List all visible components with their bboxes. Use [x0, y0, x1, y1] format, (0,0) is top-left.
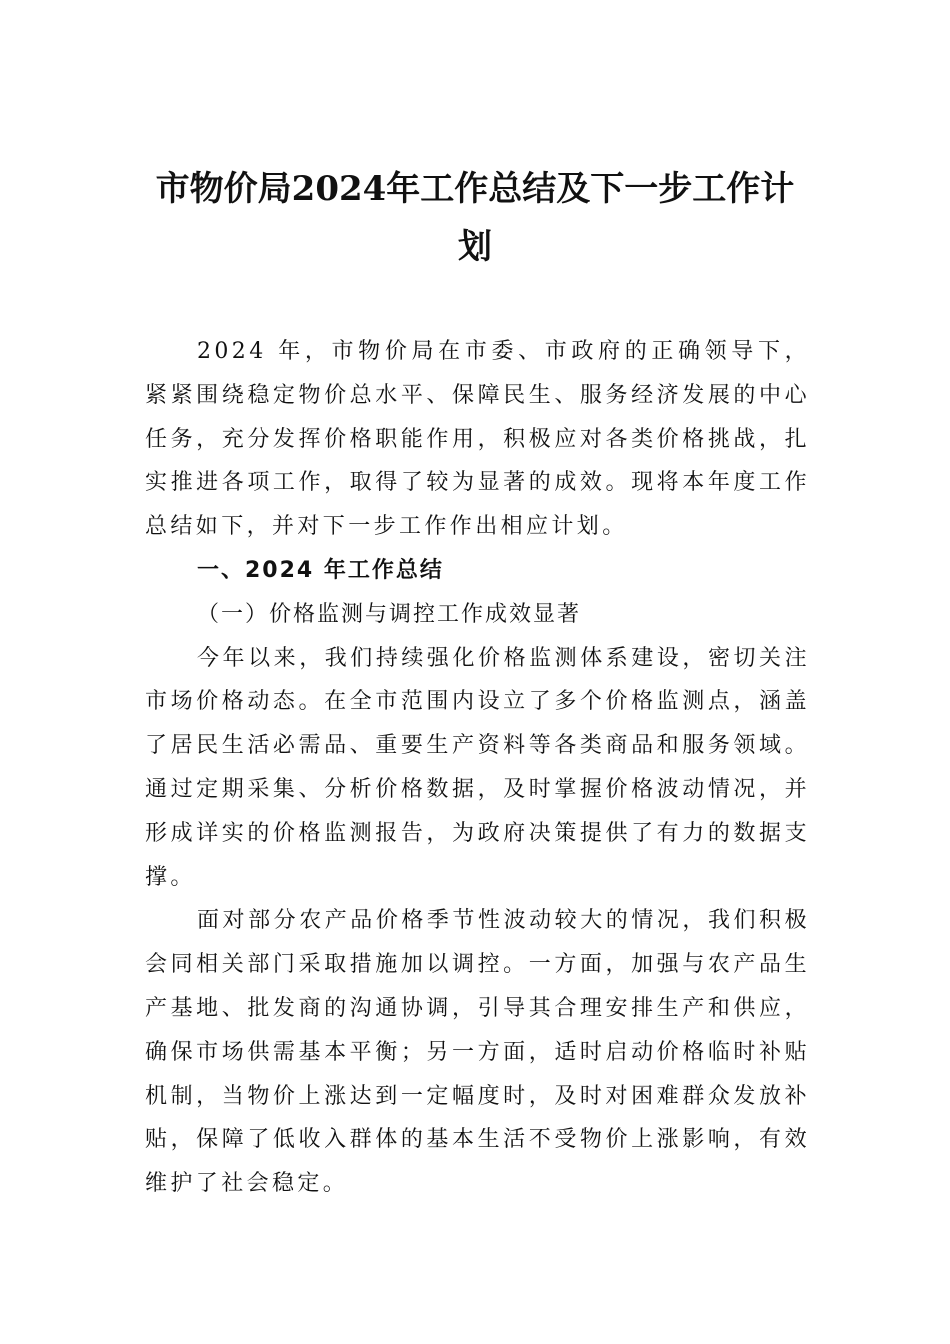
intro-paragraph: 2024 年，市物价局在市委、市政府的正确领导下，紧紧围绕稳定物价总水平、保障民生、服务经济发展的中心任务，充分发挥价格职能作用，积极应对各类价格挑战，扎实推进各项工作，取得了较为显著的成效。现将本年度工作总结如下，并对下一步工作作出相应计划。 — [145, 339, 810, 540]
body-paragraph-2: 面对部分农产品价格季节性波动较大的情况，我们积极会同相关部门采取措施加以调控。一方面，加强与农产品生产基地、批发商的沟通协调，引导其合理安排生产和供应，确保市场供需基本平衡；另一方面，适时启动价格临时补贴机制，当物价上涨达到一定幅度时，及时对困难群众发放补贴，保障了低收入群体的基本生活不受物价上涨影响，有效维护了社会稳定。 — [145, 908, 810, 1197]
title-line-1: 市物价局2024年工作总结及下一步工作计 — [155, 169, 795, 209]
document-body — [145, 330, 810, 1206]
document-title — [140, 160, 810, 276]
title-line-2: 划 — [458, 227, 492, 267]
section-heading: 一、2024 年工作总结 — [197, 557, 444, 583]
body-paragraph-1: 今年以来，我们持续强化价格监测体系建设，密切关注市场价格动态。在全市范围内设立了多个价格监测点，涵盖了居民生活必需品、重要生产资料等各类商品和服务领域。通过定期采集、分析价格数据，及时掌握价格波动情况，并形成详实的价格监测报告，为政府决策提供了有力的数据支撑。 — [145, 645, 810, 890]
subsection-heading: （一）价格监测与调控工作成效显著 — [197, 601, 582, 627]
